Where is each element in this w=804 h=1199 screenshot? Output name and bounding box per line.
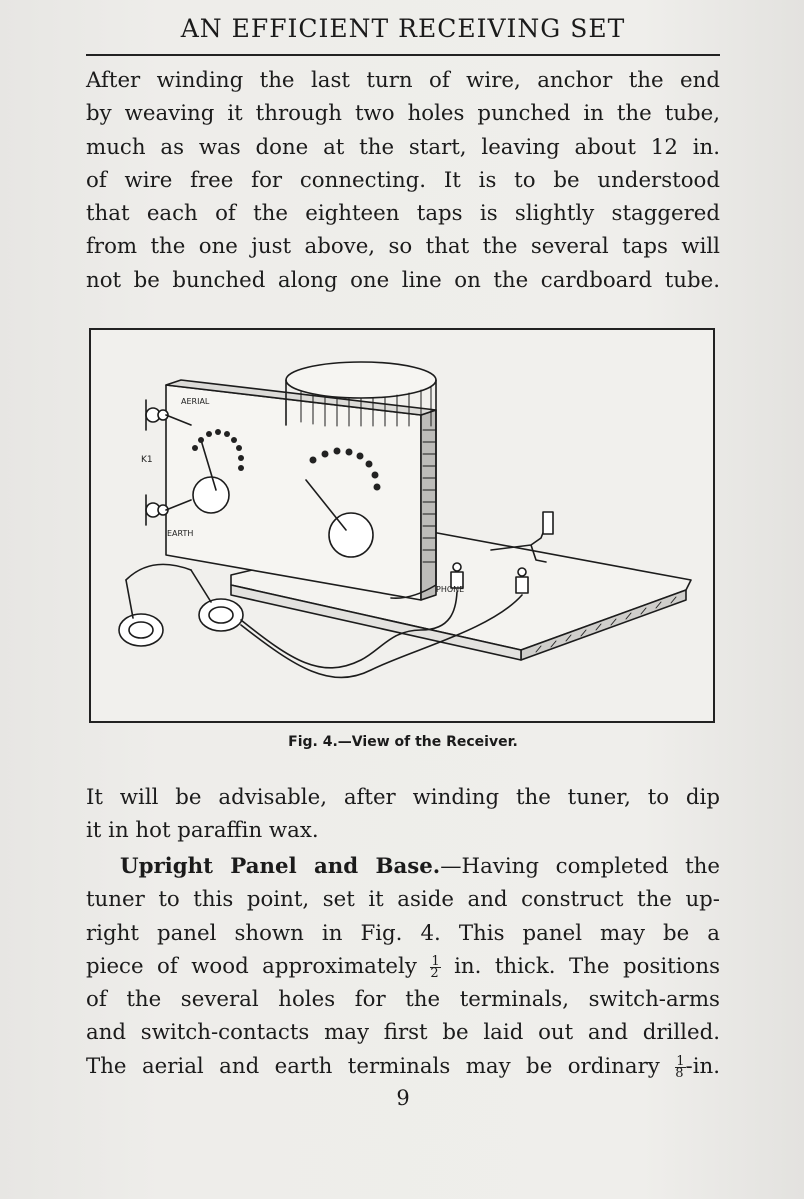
fraction-numerator: 1 [676,1053,685,1069]
text-line: After winding the last turn of wire, anchor the end [86,68,720,93]
text-line: tuner to this point, set it aside and construct the up- [86,887,720,913]
section-heading: Upright Panel and Base. [120,854,441,879]
text-line: and switch-contacts may first be laid out and drilled. [86,1020,720,1046]
tuner-tube-top [286,362,436,398]
fraction-denominator: 8 [675,1065,684,1081]
fraction [675,1053,685,1081]
receiver-illustration [91,330,713,721]
page-number: 9 [396,1086,410,1110]
phone-label: PHONE [436,585,465,594]
text-fragment: piece of wood approximately [86,953,431,979]
text-line: much as was done at the start, leaving about 12 in. [86,134,720,160]
earpiece-left [119,614,163,646]
fraction [430,953,440,981]
paragraph-1 [86,64,720,297]
paragraph-3 [86,850,720,1083]
text-line: that each of the eighteen taps is slightly staggered [86,201,720,227]
text-fragment: -in. [685,1053,720,1079]
earth-label: EARTH [167,529,194,538]
k1-label: K1 [141,455,153,465]
aerial-label: AERIAL [181,397,210,406]
text-line [86,1050,720,1083]
text-line: it in hot paraffin wax. [86,818,319,844]
text-line [86,950,720,983]
text-line: by weaving it through two holes punched in the tube, [86,101,720,127]
text-line: right panel shown in Fig. 4. This panel may be a [86,920,720,946]
text-line: It will be advisable, after winding the tuner, to dip [86,785,720,810]
figure-caption: Fig. 4.—View of the Receiver. [288,734,518,750]
text-fragment: —Having completed the [440,854,720,879]
text-line [86,850,720,883]
text-fragment: The aerial and earth terminals may be ordinary [86,1053,676,1079]
text-fragment: in. thick. The positions [440,953,720,979]
text-line: from the one just above, so that the several taps will [86,234,720,260]
text-line: of wire free for connecting. It is to be understood [86,167,720,193]
earpiece-right [199,599,243,631]
text-line: of the several holes for the terminals, switch-arms [86,987,720,1013]
receiver-figure [89,328,715,723]
fraction-denominator: 2 [430,965,439,981]
paragraph-2 [86,781,720,848]
headphone-band [126,564,191,580]
text-line: not be bunched along one line on the cardboard tube. [86,267,720,293]
fraction-numerator: 1 [431,953,440,969]
running-header: AN EFFICIENT RECEIVING SET [180,14,626,43]
header-rule [86,54,720,56]
